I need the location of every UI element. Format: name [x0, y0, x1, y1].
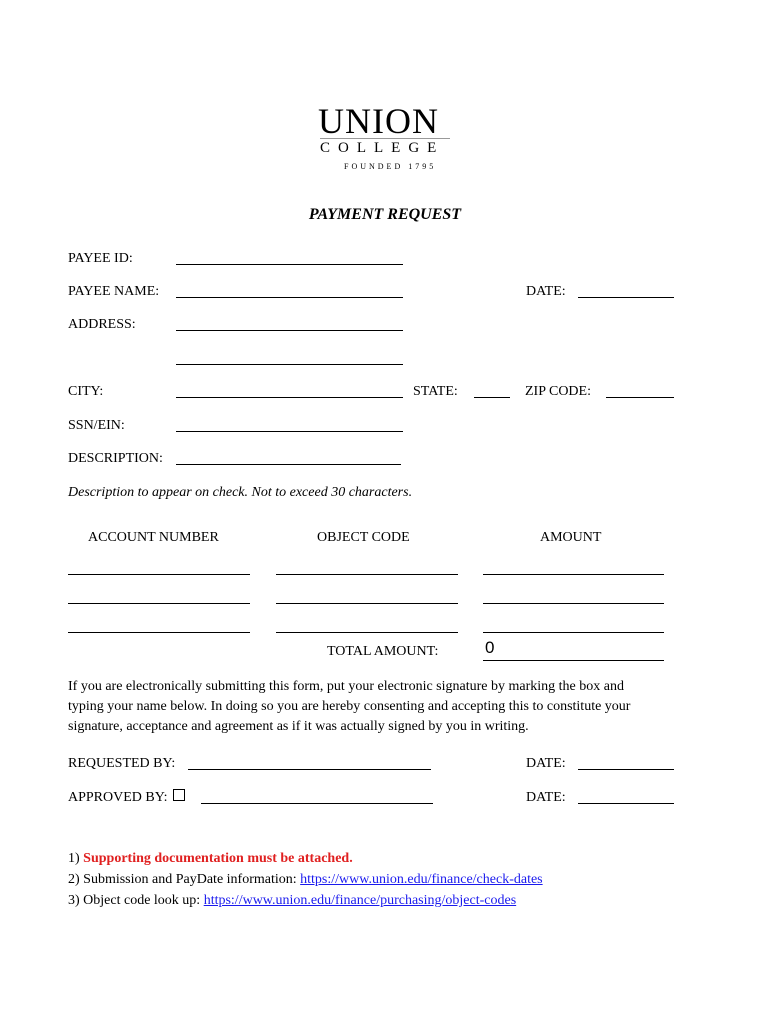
approved-date-label: DATE:	[526, 790, 566, 805]
note-1-prefix: 1)	[68, 851, 80, 866]
payee-name-field[interactable]	[176, 297, 403, 298]
note-3	[68, 892, 516, 910]
account-number-header: ACCOUNT NUMBER	[88, 530, 219, 545]
logo-founded-text: FOUNDED 1795	[344, 162, 437, 171]
signature-paragraph-line-1: If you are electronically submitting this form, put your electronic signature by marking the box and	[68, 679, 624, 694]
note-3-prefix: 3) Object code look up:	[68, 893, 201, 908]
requested-by-label: REQUESTED BY:	[68, 756, 176, 771]
note-2	[68, 871, 543, 889]
approved-by-label: APPROVED BY:	[68, 790, 168, 805]
description-note: Description to appear on check. Not to exceed 30 characters.	[68, 485, 413, 500]
address-field-1[interactable]	[176, 330, 403, 331]
payee-id-label: PAYEE ID:	[68, 251, 133, 266]
check-dates-link[interactable]: https://www.union.edu/finance/check-dates	[300, 872, 543, 887]
total-amount-field[interactable]	[483, 660, 664, 661]
payee-id-field[interactable]	[176, 264, 403, 265]
description-field[interactable]	[176, 464, 401, 465]
ssn-field[interactable]	[176, 431, 403, 432]
object-code-header: OBJECT CODE	[317, 530, 410, 545]
requested-by-field[interactable]	[188, 769, 431, 770]
state-label: STATE:	[413, 384, 458, 399]
date-label: DATE:	[526, 284, 566, 299]
zip-label: ZIP CODE:	[525, 384, 591, 399]
object-code-field-3[interactable]	[276, 632, 458, 633]
zip-field[interactable]	[606, 397, 674, 398]
payee-name-label: PAYEE NAME:	[68, 284, 160, 299]
logo-divider	[320, 138, 450, 139]
logo-union-text: UNION	[318, 101, 439, 141]
note-2-prefix: 2) Submission and PayDate information:	[68, 872, 297, 887]
city-field[interactable]	[176, 397, 403, 398]
account-number-field-2[interactable]	[68, 603, 250, 604]
approved-by-field[interactable]	[201, 803, 433, 804]
state-field[interactable]	[474, 397, 510, 398]
amount-field-2[interactable]	[483, 603, 664, 604]
ssn-label: SSN/EIN:	[68, 418, 125, 433]
amount-header: AMOUNT	[540, 530, 602, 545]
note-1-text: Supporting documentation must be attached.	[83, 851, 353, 866]
approved-checkbox[interactable]	[173, 789, 185, 801]
approved-by-row	[68, 789, 185, 807]
requested-date-label: DATE:	[526, 756, 566, 771]
date-field[interactable]	[578, 297, 674, 298]
logo-college-text: COLLEGE	[320, 140, 445, 156]
account-number-field-3[interactable]	[68, 632, 250, 633]
note-1	[68, 850, 353, 868]
amount-field-1[interactable]	[483, 574, 664, 575]
total-amount-label: TOTAL AMOUNT:	[327, 644, 439, 659]
total-amount-value: 0	[485, 638, 495, 657]
signature-paragraph-line-3: signature, acceptance and agreement as if it was actually signed by you in writing.	[68, 719, 529, 734]
account-number-field-1[interactable]	[68, 574, 250, 575]
amount-field-3[interactable]	[483, 632, 664, 633]
address-field-2[interactable]	[176, 364, 403, 365]
approved-date-field[interactable]	[578, 803, 674, 804]
description-label: DESCRIPTION:	[68, 451, 163, 466]
object-code-field-1[interactable]	[276, 574, 458, 575]
address-label: ADDRESS:	[68, 317, 136, 332]
requested-date-field[interactable]	[578, 769, 674, 770]
object-code-field-2[interactable]	[276, 603, 458, 604]
signature-paragraph-line-2: typing your name below. In doing so you are hereby consenting and accepting this to constitute your	[68, 699, 631, 714]
page-title: PAYMENT REQUEST	[308, 206, 462, 223]
object-codes-link[interactable]: https://www.union.edu/finance/purchasing/object-codes	[203, 893, 517, 908]
city-label: CITY:	[68, 384, 104, 399]
